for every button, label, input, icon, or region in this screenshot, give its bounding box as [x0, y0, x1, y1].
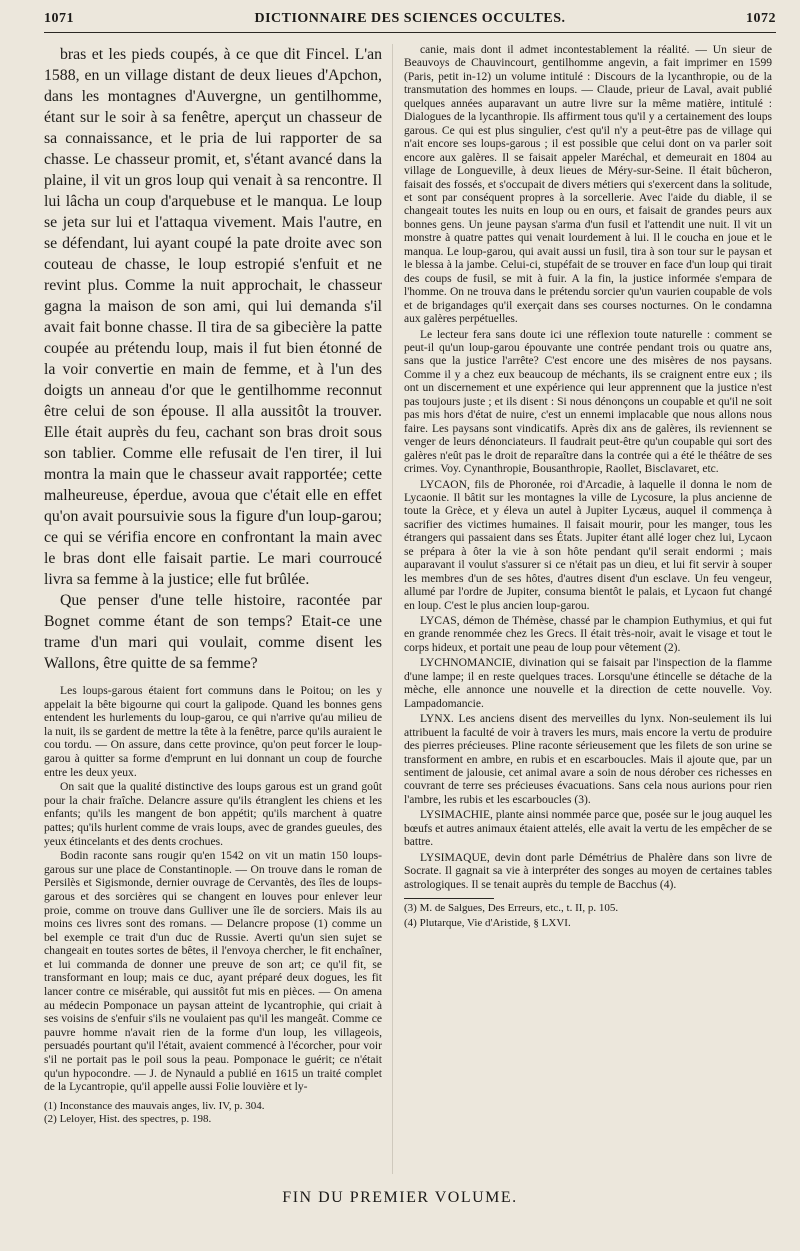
left-page-number: 1071: [44, 11, 74, 26]
paragraph: canie, mais dont il admet incontestablement la réalité. — Un sieur de Beauvoys de Chauvincourt, gentilhomme angevin, a fait imprimer en 1599 (Paris, petit in-12) un volume intitulé : Discours de la lycanthropie, ou de la transmutation des hommes en loups. — Claude, prieur de Laval, avait publié quelques années auparavant un autre livre sur la même matière, intitulé : Dialogues de la lycanthropie. Ils affirment tous qu'il y a certainement des loups garous. Ce qui est plus singulier, c'est qu'il n'y a peut-être pas de village qui n'ait encore ses loups-garous ; il est possible que celui dont on va parler soit encore aux galères. Il se faisait appeler Maréchal, et demeurait en 1804 au village de Longueville, à deux lieues de Méry-sur-Seine. Il était bûcheron, faisait des fossés, et s'occupait de divers métiers qui s'exercent dans la solitude, et sont par conséquent propres à la sorcellerie. Avec l'aide du diable, il se changeait toutes les nuits en loup ou en ours, et faisait de grandes peurs aux bonnes gens. Un jeune paysan s'arma d'un fusil et l'attendit une nuit. Il vit un monstre à quatre pattes qui venait lourdement à lui. Il le coucha en joue et le manqua. Le loup-garou, qui avait aussi un fusil, tira à son tour sur le paysan et le blessa à la jambe. Celui-ci, stupéfait de se trouver en face d'un loup qui tirait des coups de fusil, se mit à fuir. A la fin, la justice informée s'empara de l'homme. On ne trouva dans le prétendu sorcier qu'un vaurien coupable de vols et de brigandages qu'il exerçait dans ses courses nocturnes. On le condamna aux galères perpétuelles.: [404, 44, 772, 326]
paragraph: On sait que la qualité distinctive des loups garous est un grand goût pour la chair fraîche. Delancre assure qu'ils étranglent les chiens et les enfants; qu'ils les mangent de bon appétit; qu'ils marchent à quatre pattes; qu'ils hurlent comme de vrais loups, avec de grandes gueules, des yeux étincelants et des dents crochues.: [44, 780, 382, 848]
end-of-volume: FIN DU PREMIER VOLUME.: [282, 1189, 518, 1206]
paragraph: bras et les pieds coupés, à ce que dit Fincel. L'an 1588, en un village distant de deux lieues d'Apchon, dans les montagnes d'Auvergne, un gentilhomme, étant sur le soir à sa fenêtre, aperçut un chasseur de sa connaissance, et le pria de lui rapporter de sa chasse. Le chasseur promit, et, s'étant avancé dans la plaine, il vit un gros loup qui venait à sa rencontre. Il lui lâcha un coup d'arquebuse et le manqua. Le loup se jeta sur lui et l'attaqua vivement. Mais l'autre, en se défendant, lui ayant coupé la pate droite avec son couteau de chasse, le loup estropié s'enfuit et ne revint plus. Comme la nuit approchait, le chasseur gagna la maison de son ami, qui lui demanda s'il avait fait bonne chasse. Il tira de sa gibecière la patte coupée au prétendu loup, mais il fut bien étonné de la voir convertie en main de femme, et à l'un des doigts un anneau d'or que le gentilhomme reconnut être celui de son épouse. Il alla aussitôt la trouver. Elle était auprès du feu, cachant son bras droit sous son tablier. Comme elle refusait de l'en tirer, il lui montra la main que le chasseur avait rapportée; cette malheureuse, éperdue, avoua que c'était elle en effet qu'on avait poursuivie sous la figure d'un loup-garou; ce qui se vérifia encore en confrontant la main avec le bras dont elle faisait partie. Le mari courroucé livra sa femme à la justice; elle fut brûlée.: [44, 46, 382, 588]
main-text: [44, 44, 382, 674]
footnote: (3) M. de Salgues, Des Erreurs, etc., t. II, p. 105.: [404, 902, 619, 915]
running-title: DICTIONNAIRE DES SCIENCES OCCULTES.: [254, 11, 566, 26]
left-column: [44, 44, 382, 1179]
page-header: [44, 6, 776, 33]
paragraph: Les loups-garous étaient fort communs dans le Poitou; on les y appelait la bête bigourne qui court la galipode. Quand les bonnes gens entendent les hurlements du loup-garou, ce qui n'arrive qu'au milieu de la nuit, ils se gardent de mettre la tête à la fenêtre, parce qu'ils auraient le cou tordu. — On assure, dans cette province, qu'on peut forcer le loup-garou à quitter sa forme d'emprunt en lui donnant un coup de fourche entre les deux yeux.: [44, 684, 382, 779]
paragraph: Bodin raconte sans rougir qu'en 1542 on vit un matin 150 loups-garous sur une place de Constantinople. — On trouve dans le roman de Persilès et Sigismonde, dernier ouvrage de Cervantès, des îles de loups-garous et des sorcières qui se changent en louves pour enlever leur proie, comme on trouve dans Gulliver une île de sorciers. Mais ils au moins ces livres sont des romans. — Delancre propose (1) comme un bel exemple ce trait d'un duc de Russie. Averti qu'un sien sujet se changeait en toutes sortes de bêtes, il l'envoya chercher, le fit enchaîner, et lui commanda de donner une preuve de son art; ce qu'il fit, se transformant en loup; mais ce duc, ayant préparé deux dogues, les fit lancer contre ce misérable, qui aussitôt fut mis en pièces. — On amena au médecin Pomponace un paysan atteint de lycantrophie, qui criait à ses voisins de s'enfuir s'ils ne voulaient pas qu'il les mangeât. Comme ce pauvre homme n'avait rien de la forme d'un loup, les villageois, persuadés pourtant qu'il l'était, avaient commencé à l'écorcher, pour voir s'il ne portait pas le poil sous la peau. Pomponace le guérit; ce n'était qu'un hypocondre. — J. de Nynauld a publié en 1615 un traité complet de la Lycantropie, qu'il appelle aussi Folie louvière et ly-: [44, 849, 382, 1094]
entry-lysimaque: LYSIMAQUE, devin dont parle Démétrius de Phalère dans son livre de Socrate. Il gagnait sa vie à interpréter des songes au moyen de certaines tables astrologiques. Il se tenait auprès du temple de Bacchus (4).: [404, 851, 772, 891]
paragraph: Que penser d'une telle histoire, racontée par Bognet comme étant de son temps? Etait-ce une trame d'un mari qui voulait, comme disent les Wallons, être quitte de sa femme?: [44, 592, 382, 672]
paragraph: Le lecteur fera sans doute ici une réflexion toute naturelle : comment se peut-il qu'un loup-garou épouvante une contrée pendant trois ou quatre ans, sans que la justice l'arrête? C'est encore une des misères de nos paysans. Comme il y a chez eux beaucoup de méchants, ils se craignent entre eux ; ils ont un discernement et une expérience qui leur apprennent que la justice n'est pas toujours juste ; et ils disent : Si nous dénonçons un coupable et qu'il ne soit pas mis hors d'état de nuire, c'est un ennemi implacable que nous allons nous faire. Les paysans sont vindicatifs. Après dix ans de galères, ils reviennent se venger de leurs dénonciateurs. Il faudrait peut-être qu'un coupable qui sort des galères n'eût pas le droit de reparaître dans la contrée qui a été le théâtre de ses crimes. Voy. Cynanthropie, Bousanthropie, Raollet, Bisclavaret, etc.: [404, 328, 772, 476]
entry-lychnomancie: LYCHNOMANCIE, divination qui se faisait par l'inspection de la flamme d'une lampe; il en reste quelques traces. Lorsqu'une étincelle se détache de la mèche, elle annonce une nouvelle et la direction de cette nouvelle. Voy. Lampadomancie.: [404, 657, 772, 710]
entry-lysimachie: LYSIMACHIE, plante ainsi nommée parce que, posée sur le joug auquel les bœufs et autres animaux étaient attelés, elle avait la vertu de les empêcher de se battre.: [404, 809, 772, 849]
footnote: (2) Leloyer, Hist. des spectres, p. 198.: [44, 1112, 212, 1125]
right-column: [404, 44, 772, 1179]
right-footnotes: [404, 898, 772, 930]
right-page-number: 1072: [746, 11, 776, 26]
left-footnotes: [44, 1100, 382, 1126]
entry-lycaon: LYCAON, fils de Phoronée, roi d'Arcadie, à laquelle il donna le nom de Lycaonie. Il bâtit sur les montagnes la ville de Lycosure, la plus ancienne de toute la Grèce, et y éleva un autel à Jupiter Lycæus, auquel il commença à sacrifier des victimes humaines. Il faisait mourir, pour les manger, tous les étrangers qui passaient dans ses États. Jupiter étant allé loger chez lui, Lycaon se prépara à ôter la vie à son hôte pendant qu'il serait endormi ; mais auparavant il voulut s'assurer si ce n'était pas un dieu, et lui fit servir à souper les membres d'un de ses hôtes, d'autres disent d'un esclave. Un feu vengeur, allumé par l'ordre de Jupiter, consuma bientôt le palais, et Lycaon fut changé en loup. C'est le plus ancien loup-garou.: [404, 478, 772, 612]
entry-lynx: LYNX. Les anciens disent des merveilles du lynx. Non-seulement ils lui attribuent la faculté de voir à travers les murs, mais encore la vertu de produire des pierres précieuses. Pline raconte sérieusement que les filets de son urine se transforment en ambre, en rubis et en escarboucles. Mais il ajoute que, par un sentiment de jalousie, cet animal avare a soin de nous dérober ces richesses en couvrant de terre ses précieuses évacuations. Sans cela nous aurions pour rien l'ambre, les rubis et les escarboucles (3).: [404, 713, 772, 806]
footnote-separator: [404, 898, 494, 899]
column-divider: [392, 44, 393, 1174]
entry-lycas: LYCAS, démon de Thémèse, chassé par le champion Euthymius, et qui fut en grande renommée chez les Grecs. Il était très-noir, avait le visage et tout le corps hideux, et portait une peau de loup pour vêtement (2).: [404, 615, 772, 654]
small-print-notes: [44, 684, 382, 1094]
footnote: (4) Plutarque, Vie d'Aristide, § LXVI.: [404, 917, 571, 930]
footnote: (1) Inconstance des mauvais anges, liv. IV, p. 304.: [44, 1099, 265, 1112]
